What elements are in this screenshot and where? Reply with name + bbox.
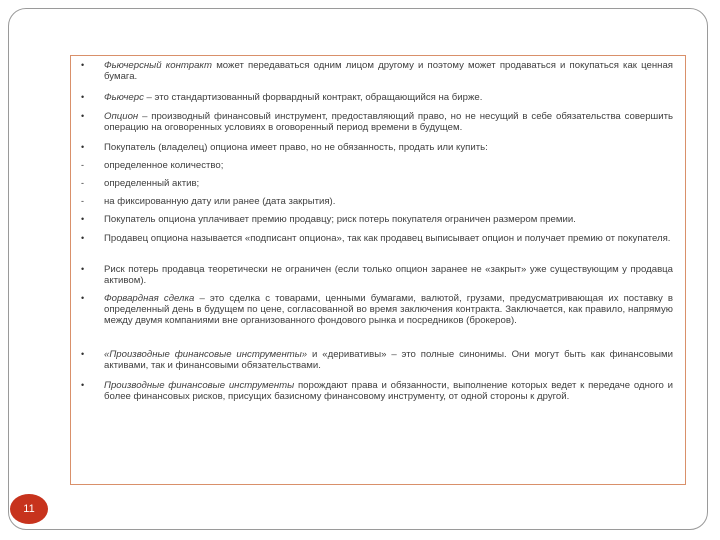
list-item-text <box>104 160 673 171</box>
bullet-marker: • <box>81 293 85 303</box>
list-item-text <box>104 349 673 371</box>
bullet-marker: • <box>81 111 85 121</box>
item-body: и «деривативы» – это полные синонимы. Они могут быть как финансовыми активами, так и финансовыми обязательствами. <box>104 349 673 371</box>
page-number-badge: 11 <box>10 494 48 524</box>
item-body: на фиксированную дату или ранее (дата закрытия). <box>104 196 336 207</box>
content-box <box>70 55 686 485</box>
item-body: – производный финансовый инструмент, предоставляющий право, но не несущий в себе обязательства совершить операцию на оговоренных условиях в оговоренный период времени в будущем. <box>104 111 673 133</box>
item-body: Продавец опциона называется «подписант опциона», так как продавец выписывает опцион и получает премию от покупателя. <box>104 233 671 244</box>
bullet-marker: • <box>81 214 85 224</box>
item-body: Покупатель опциона уплачивает премию продавцу; риск потерь покупателя ограничен размером премии. <box>104 214 576 225</box>
list-item-text <box>104 178 673 189</box>
term-italic: Производные финансовые инструменты <box>104 380 295 391</box>
item-body: – это стандартизованный форвардный контракт, обращающийся на бирже. <box>143 92 483 103</box>
list-item-text <box>104 264 673 286</box>
term-italic: «Производные финансовые инструменты» <box>104 349 308 360</box>
item-body: порождают права и обязанности, выполнение которых ведет к передаче одного и более финансовых рисков, присущих базисному финансовому инструменту, от одной стороны к другой. <box>104 380 673 402</box>
item-body: Риск потерь продавца теоретически не ограничен (если только опцион заранее не «закрыт» уже существующим у продавца активом). <box>104 264 673 286</box>
bullet-marker: • <box>81 349 85 359</box>
list-item-text <box>104 293 673 326</box>
term-italic: Опцион <box>104 111 139 122</box>
item-body: определенный актив; <box>104 178 200 189</box>
list-item-text <box>104 214 673 225</box>
list-item-text <box>104 233 673 244</box>
dash-marker: - <box>81 196 84 206</box>
term-italic: Форвардная сделка <box>104 293 195 304</box>
list-item-text <box>104 196 673 207</box>
item-body: – это сделка с товарами, ценными бумагами, валютой, грузами, предусматривающая их поставку в определенный день в будущем по цене, согласованной во время заключения контракта. Заключается, как правило, напрямую между двумя компаниями вне организованного фондового рынка и посредников (брокеров). <box>104 293 673 326</box>
bullet-marker: • <box>81 264 85 274</box>
dash-marker: - <box>81 178 84 188</box>
dash-marker: - <box>81 160 84 170</box>
bullet-marker: • <box>81 60 85 70</box>
list-item-text <box>104 111 673 133</box>
item-body: может передаваться одним лицом другому и поэтому может продаваться и покупаться как ценная бумага. <box>104 60 673 82</box>
bullet-marker: • <box>81 233 85 243</box>
list-item-text <box>104 60 673 82</box>
list-item-text <box>104 142 673 153</box>
item-body: Покупатель (владелец) опциона имеет право, но не обязанность, продать или купить: <box>104 142 488 153</box>
list-item-text <box>104 92 673 103</box>
bullet-marker: • <box>81 380 85 390</box>
bullet-marker: • <box>81 142 85 152</box>
item-body: определенное количество; <box>104 160 224 171</box>
term-italic: Фьючерсный контракт <box>104 60 213 71</box>
list-item-text <box>104 380 673 402</box>
term-italic: Фьючерс <box>104 92 144 103</box>
bullet-marker: • <box>81 92 85 102</box>
